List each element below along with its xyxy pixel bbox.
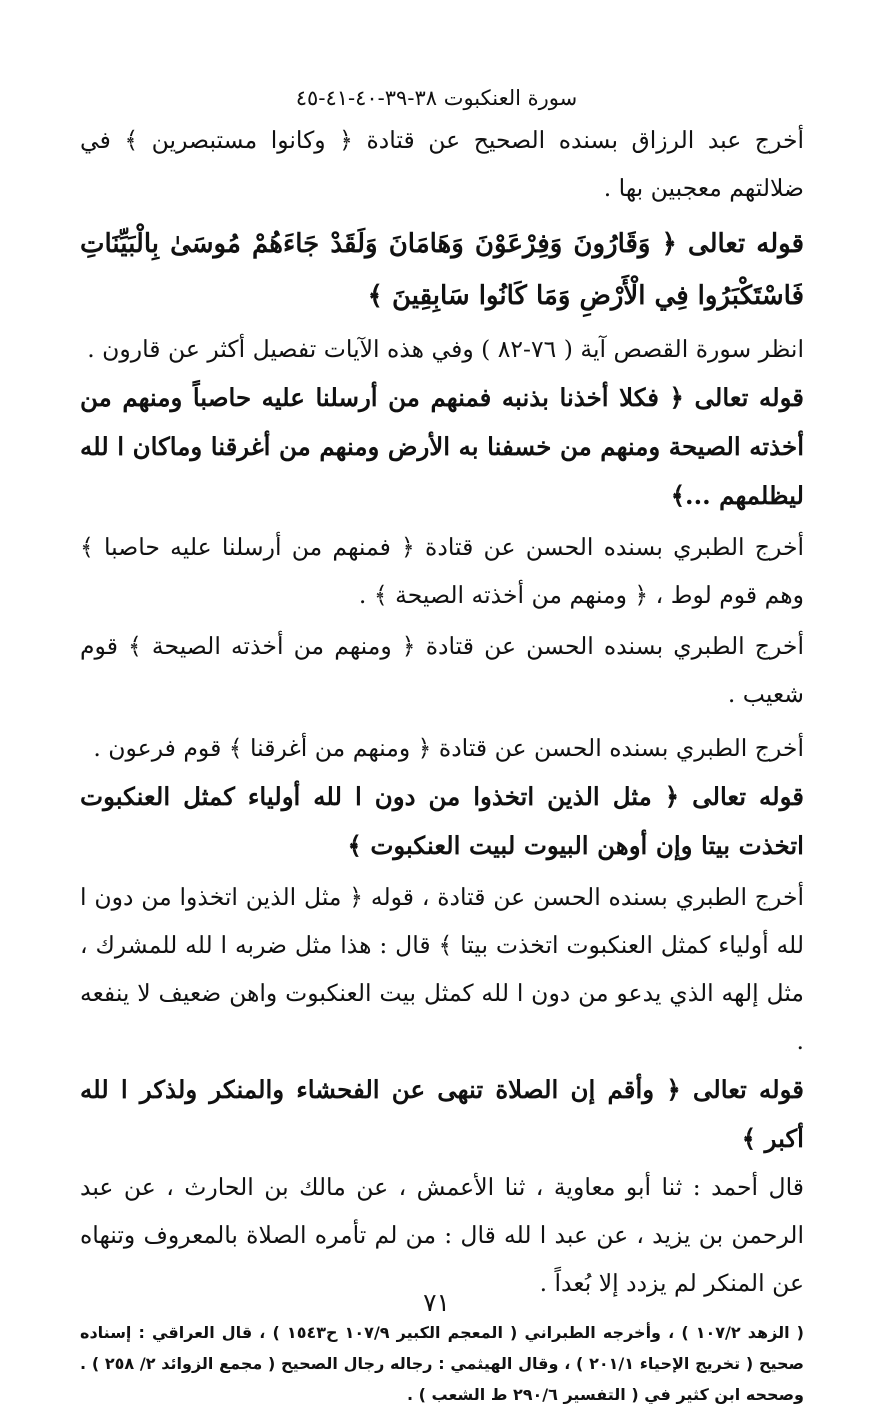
paragraph-tabari-qatada-sayha: أخرج الطبري بسنده الحسن عن قتادة ﴿ ومنهم من أخذته الصيحة ﴾ قوم شعيب . (80, 632, 804, 708)
footnotes-section (80, 1317, 804, 1410)
footnote-hadith-sources: ( الزهد ١٠٧/٢ ) ، وأخرجه الطبراني ( المعجم الكبير ١٠٧/٩ ح١٥٤٣ ) ، قال العراقي : إسناده صحيح ( تخريج الإحياء ٢٠١/١ ) ، وقال الهيثمي : رجاله رجال الصحيح ( مجمع الزوائد ٢/ ٢٥٨ ) . وصححه ابن كثير في ( التفسير ٢٩٠/٦ ط الشعب ) . (80, 1323, 805, 1404)
page-number: ٧١ (423, 1288, 450, 1317)
paragraph-surat-al-qasas-reference: انظر سورة القصص آية ( ٧٦-٨٢ ) وفي هذه الآيات تفصيل أكثر عن قارون . (87, 335, 804, 363)
verse-heading-spider-parable: قوله تعالى ﴿ مثل الذين اتخذوا من دون ا لله أولياء كمثل العنكبوت اتخذت بيتا وإن أوهن البيوت لبيت العنكبوت ﴾ (80, 782, 804, 860)
paragraph-tabari-spider-explanation: أخرج الطبري بسنده الحسن عن قتادة ، قوله ﴿ مثل الذين اتخذوا من دون ا لله أولياء كمثل العنكبوت اتخذت بيتا ﴾ قال : هذا مثل ضربه ا لله للمشرك ، مثل إلهه الذي يدعو من دون ا لله كمثل بيت العنكبوت واهن ضعيف لا ينفعه . (80, 883, 804, 1055)
running-header-title: سورة العنكبوت ٣٨-٣٩-٤٠-٤١-٤٥ (295, 86, 578, 110)
verse-heading-establish-prayer: قوله تعالى ﴿ وأقم إن الصلاة تنهى عن الفحشاء والمنكر ولذكر ا لله أكبر ﴾ (80, 1075, 804, 1153)
page-body (80, 116, 804, 1410)
verse-heading-each-seized-for-sin: قوله تعالى ﴿ فكلا أخذنا بذنبه فمنهم من أرسلنا عليه حاصباً ومنهم من أخذته الصيحة ومنهم من خسفنا به الأرض ومنهم من أغرقنا وماكان ا لله ليظلمهم ...﴾ (80, 383, 804, 510)
paragraph-ahmad-hadith-prayer: قال أحمد : ثنا أبو معاوية ، ثنا الأعمش ، عن مالك بن الحارث ، عن عبد الرحمن بن يزيد ، عن عبد ا لله قال : من لم تأمره الصلاة بالمعروف وتنهاه عن المنكر لم يزدد إلا بُعداً . (80, 1173, 804, 1297)
paragraph-abd-al-razzaq-narration: أخرج عبد الرزاق بسنده الصحيح عن قتادة ﴿ وكانوا مستبصرين ﴾ في ضلالتهم معجبين بها . (80, 126, 805, 202)
paragraph-tabari-qatada-drowned: أخرج الطبري بسنده الحسن عن قتادة ﴿ ومنهم من أغرقنا ﴾ قوم فرعون . (93, 734, 804, 762)
verse-heading-qarun-firawn-haman: قوله تعالى ﴿ وَقَارُونَ وَفِرْعَوْنَ وَهَامَانَ وَلَقَدْ جَاءَهُمْ مُوسَىٰ بِالْبَيِّنَاتِ فَاسْتَكْبَرُوا فِي الْأَرْضِ وَمَا كَانُوا سَابِقِينَ ﴾ (80, 229, 804, 311)
paragraph-tabari-qatada-hasib: أخرج الطبري بسنده الحسن عن قتادة ﴿ فمنهم من أرسلنا عليه حاصبا ﴾ وهم قوم لوط ، ﴿ ومنهم من أخذته الصيحة ﴾ . (80, 533, 804, 609)
